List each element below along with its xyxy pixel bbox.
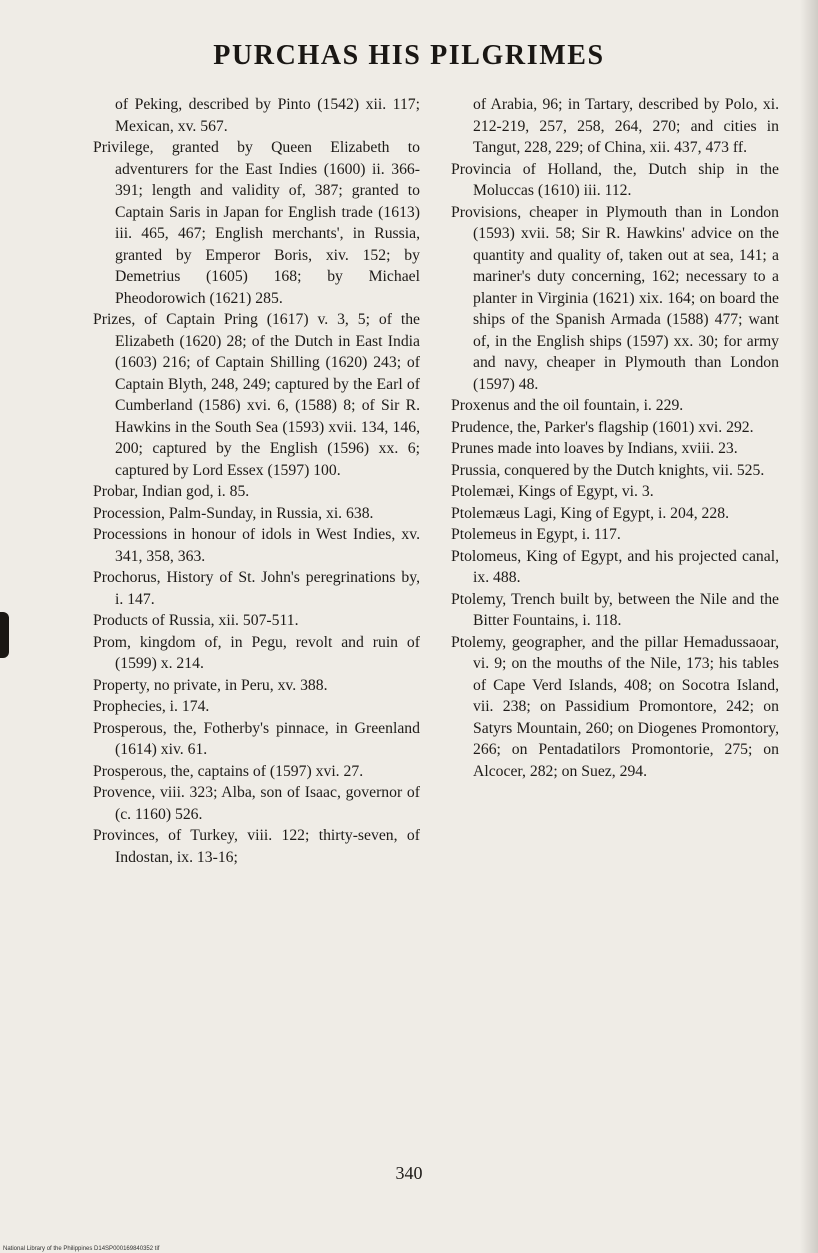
index-entry: Prosperous, the, Fotherby's pinnace, in Greenland (1614) xiv. 61. xyxy=(93,719,420,758)
index-entry: Proxenus and the oil fountain, i. 229. xyxy=(451,397,684,414)
index-entry: Prussia, conquered by the Dutch knights, vii. 525. xyxy=(451,461,765,479)
index-entry: Provincia of Holland, the, Dutch ship in the Moluccas (1610) iii. 112. xyxy=(451,160,779,199)
index-entry: Ptolemæus Lagi, King of Egypt, i. 204, 228. xyxy=(451,504,730,522)
index-entry: Prosperous, the, captains of (1597) xvi. 27. xyxy=(93,762,364,780)
index-entry: Prom, kingdom of, in Pegu, revolt and ruin of (1599) x. 214. xyxy=(93,633,420,672)
page-title: PURCHAS HIS PILGRIMES xyxy=(213,40,605,71)
page-edge-shadow xyxy=(800,0,818,1253)
binding-mark xyxy=(0,612,9,658)
page-number: 340 xyxy=(395,1163,423,1183)
index-entry: Prophecies, i. 174. xyxy=(93,698,210,715)
index-entry: Ptolemæi, Kings of Egypt, vi. 3. xyxy=(451,483,654,500)
index-entry: Probar, Indian god, i. 85. xyxy=(93,483,250,500)
index-entry: Processions in honour of idols in West Indies, xv. 341, 358, 363. xyxy=(93,526,420,565)
index-entry: Ptolomeus, King of Egypt, and his projected canal, ix. 488. xyxy=(451,547,779,586)
index-entry: Provisions, cheaper in Plymouth than in London (1593) xvii. 58; Sir R. Hawkins' advice on the quantity and quality of, taken out at sea, 141; a mariner's duty concerning, 162; necessary to a planter in Virginia (1621) xix. 164; on board the ships of the Spanish Armada (1588) 477; want of, in the English ships (1597) xx. 30; for army and navy, cheaper in Plymouth than London (1597) 48. xyxy=(451,203,779,393)
index-entry: Property, no private, in Peru, xv. 388. xyxy=(93,676,328,694)
index-entry: Products of Russia, xii. 507-511. xyxy=(93,612,299,629)
index-entry: of Peking, described by Pinto (1542) xii. 117; Mexican, xv. 567. xyxy=(115,96,420,135)
index-entry: Provence, viii. 323; Alba, son of Isaac, governor of (c. 1160) 526. xyxy=(93,784,420,823)
index-entry: Privilege, granted by Queen Elizabeth to adventurers for the East Indies (1600) ii. 366-391; length and validity of, 387; granted to Captain Saris in Japan for English trade (1613) iii. 465, 467; English merchants', in Russia, granted by Emperor Boris, xiv. 152; by Demetrius (1605) 168; by Michael Pheodorowich (1621) 285. xyxy=(93,139,420,307)
index-column-right xyxy=(451,94,779,782)
index-column-left xyxy=(93,94,420,868)
index-entry: Prunes made into loaves by Indians, xviii. 23. xyxy=(451,440,738,457)
index-entry: Ptolemy, geographer, and the pillar Hemadussaoar, vi. 9; on the mouths of the Nile, 173; his tables of Cape Verd Islands, 408; on Socotra Island, vii. 238; on Passidium Promontore, 242; on Satyrs Mountain, 260; on Diogenes Promontory, 266; on Pentadatilors Promontorie, 275; on Alcocer, 282; on Suez, 294. xyxy=(451,633,779,780)
index-entry: Provinces, of Turkey, viii. 122; thirty-seven, of Indostan, ix. 13-16; xyxy=(93,827,420,866)
index-entry: Ptolemeus in Egypt, i. 117. xyxy=(451,526,621,543)
index-entry: Ptolemy, Trench built by, between the Nile and the Bitter Fountains, i. 118. xyxy=(451,590,779,629)
index-entry: of Arabia, 96; in Tartary, described by Polo, xi. 212-219, 257, 258, 264, 270; and cities in Tangut, 228, 229; of China, xii. 437, 473 ff. xyxy=(473,96,779,156)
index-entry: Prudence, the, Parker's flagship (1601) xvi. 292. xyxy=(451,418,754,436)
index-entry: Prizes, of Captain Pring (1617) v. 3, 5; of the Elizabeth (1620) 28; of the Dutch in East India (1603) 216; of Captain Shilling (1620) 243; of Captain Blyth, 248, 249; captured by the Earl of Cumberland (1586) xvi. 6, (1588) 8; of Sir R. Hawkins in the South Sea (1593) xvii. 134, 146, 200; captured by the English (1596) xx. 6; captured by Lord Essex (1597) 100. xyxy=(93,311,420,479)
library-footer-note: National Library of the Philippines D14SP000169840352 tif xyxy=(3,1246,160,1252)
index-entry: Prochorus, History of St. John's peregrinations by, i. 147. xyxy=(93,569,420,608)
index-entry: Procession, Palm-Sunday, in Russia, xi. 638. xyxy=(93,504,374,522)
